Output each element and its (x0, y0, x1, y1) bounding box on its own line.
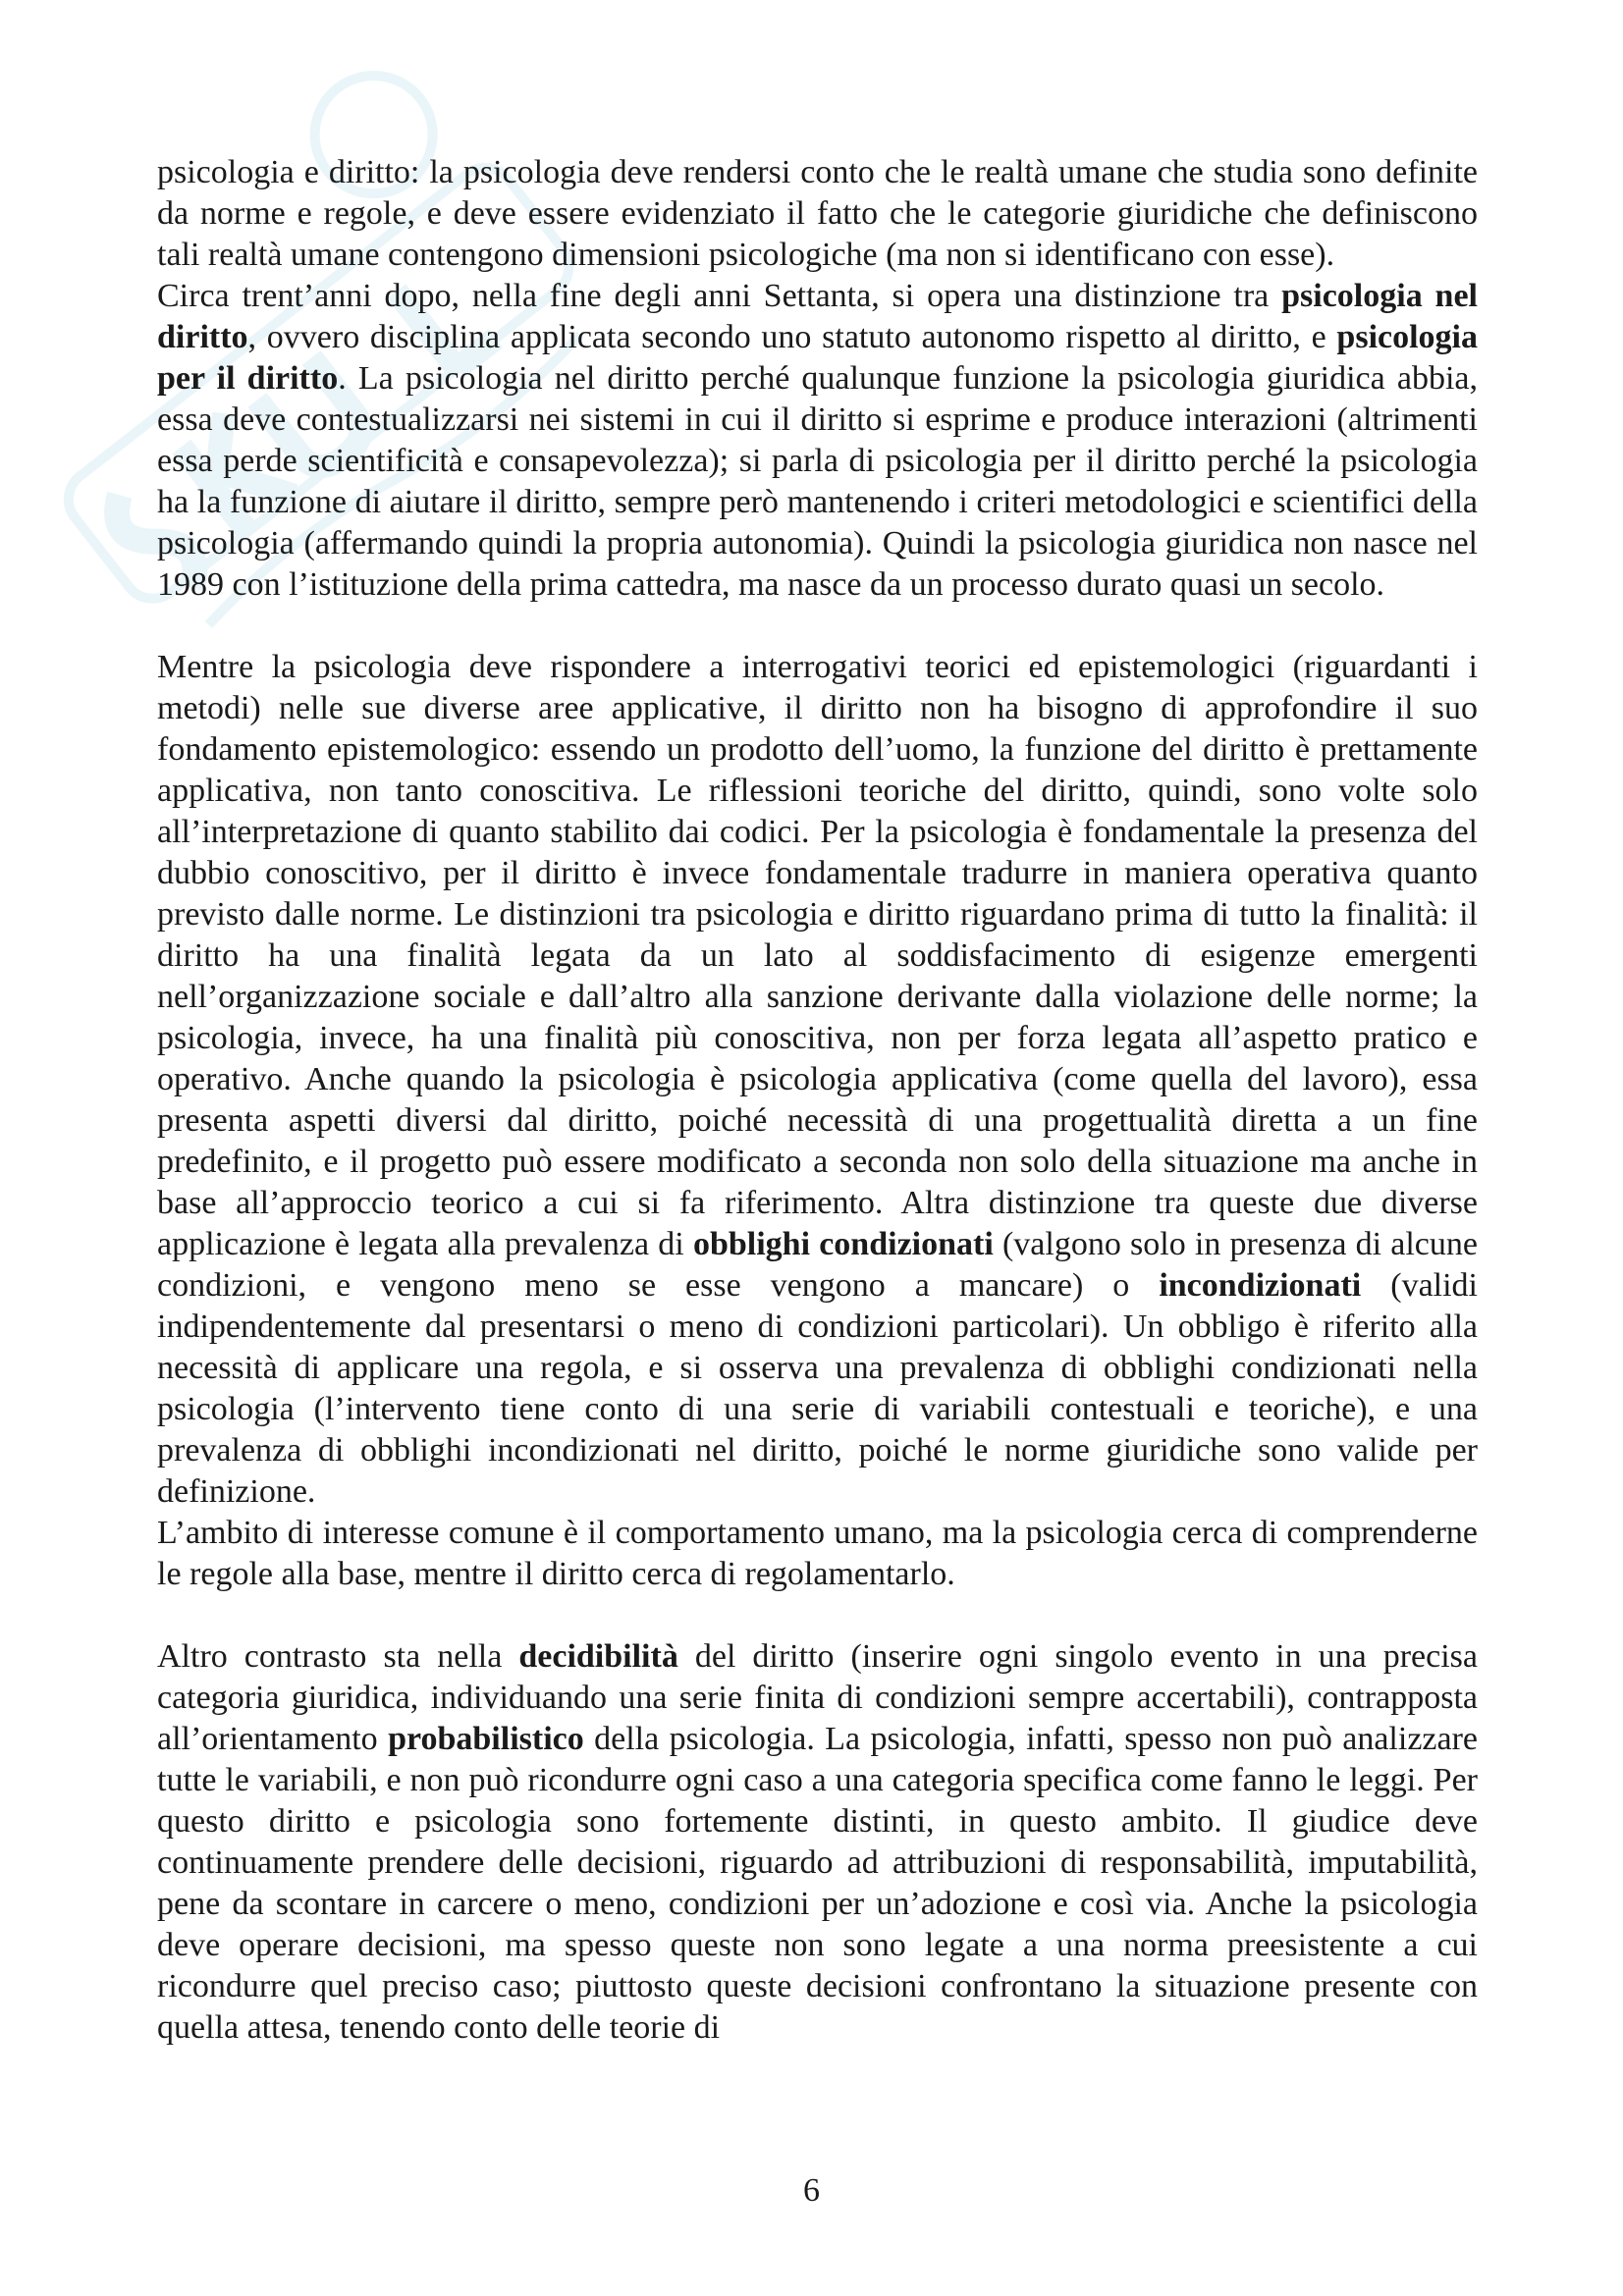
paragraph-list (157, 152, 1478, 2049)
bold-term: incondizionati (1159, 1267, 1362, 1304)
text-run: Mentre la psicologia deve rispondere a interrogativi teorici ed epistemologici (riguardanti i metodi) nelle sue diverse aree applicative, il diritto non ha bisogno di approfondire il suo fondamento epistemologico: essendo un prodotto dell’uomo, la funzione del diritto è prettamente applicativa, non tanto conoscitiva. Le riflessioni teoriche del diritto, quindi, sono volte solo all’interpretazione di quanto stabilito dai codici. Per la psicologia è fondamentale la presenza del dubbio conoscitivo, per il diritto è invece fondamentale tradurre in maniera operativa quanto previsto dalle norme. Le distinzioni tra psicologia e diritto riguardano prima di tutto la finalità: il diritto ha una finalità legata da un lato al soddisfacimento di esigenze emergenti nell’organizzazione sociale e dall’altro alla sanzione derivante dalla violazione delle norme; la psicologia, invece, ha una finalità più conoscitiva, non per forza legata all’aspetto pratico e operativo. Anche quando la psicologia è psicologia applicativa (come quella del lavoro), essa presenta aspetti diversi dal diritto, poiché necessità di una progettualità diretta a un fine predefinito, e il progetto può essere modificato a seconda non solo della situazione ma anche in base all’approccio teorico a cui si fa riferimento. Altra distinzione tra queste due diverse applicazione è legata alla prevalenza di (157, 649, 1478, 1262)
bold-term: decidibilità (518, 1638, 678, 1675)
paragraph (157, 1513, 1478, 1595)
text-run: del diritto (inserire ogni singolo evento in una precisa categoria giuridica, individuando una serie finita di condizioni sempre accertabili), contrapposta all’orientamento (157, 1638, 1478, 1757)
text-run: della psicologia. La psicologia, infatti, spesso non può analizzare tutte le variabili, e non può ricondurre ogni caso a una categoria specifica come fanno le leggi. Per questo diritto e psicologia sono fortemente distinti, in questo ambito. Il giudice deve continuamente prendere delle decisioni, riguardo ad attribuzioni di responsabilità, imputabilità, pene da scontare in carcere o meno, condizioni per un’adozione e così via. Anche la psicologia deve operare decisioni, ma spesso queste non sono legate a una norma preesistente a cui ricondurre quel preciso caso; piuttosto queste decisioni confrontano la situazione presente con quella attesa, tenendo conto delle teorie di (157, 1721, 1479, 2046)
bold-term: probabilistico (388, 1721, 584, 1757)
paragraph-gap (157, 606, 1478, 647)
text-run: (validi indipendentemente dal presentarsi o meno di condizioni particolari). Un obbligo è riferito alla necessità di applicare una regola, e si osserva una prevalenza di obblighi condizionati nella psicologia (l’intervento tiene conto di una serie di variabili contestuali e teoriche), e una prevalenza di obblighi incondizionati nel diritto, poiché le norme giuridiche sono valide per definizione. (157, 1267, 1478, 1510)
paragraph (157, 647, 1478, 1513)
bold-term: obblighi condizionati (692, 1226, 994, 1262)
paragraph (157, 1636, 1478, 2049)
text-run: Altro contrasto sta nella (157, 1638, 519, 1675)
text-run: Circa trent’anni dopo, nella fine degli anni Settanta, si opera una distinzione tra (157, 278, 1282, 314)
bold-term: psicologia nel diritto (157, 278, 1478, 355)
paragraph-gap (157, 1595, 1478, 1636)
page-number: 6 (803, 2172, 820, 2209)
text-run: . La psicologia nel diritto perché qualunque funzione la psicologia giuridica abbia, essa deve contestualizzarsi nei sistemi in cui il diritto si esprime e produce interazioni (altrimenti essa perde scientificità e consapevolezza); si parla di psicologia per il diritto perché la psicologia ha la funzione di aiutare il diritto, sempre però mantenendo i criteri metodologici e scientifici della psicologia (affermando quindi la propria autonomia). Quindi la psicologia giuridica non nasce nel 1989 con l’istituzione della prima cattedra, ma nasce da un processo durato quasi un secolo. (157, 360, 1478, 603)
paragraph (157, 152, 1478, 276)
text-run: L’ambito di interesse comune è il comportamento umano, ma la psicologia cerca di comprenderne le regole alla base, mentre il diritto cerca di regolamentarlo. (157, 1515, 1478, 1592)
text-run: psicologia e diritto: la psicologia deve rendersi conto che le realtà umane che studia sono definite da norme e regole, e deve essere evidenziato il fatto che le categorie giuridiche che definiscono tali realtà umane contengono dimensioni psicologiche (ma non si identificano con esse). (157, 154, 1478, 273)
bold-term: psicologia per il diritto (157, 319, 1478, 397)
document-body (157, 152, 1478, 2049)
paragraph (157, 276, 1478, 606)
text-run: , ovvero disciplina applicata secondo uno statuto autonomo rispetto al diritto, e (247, 319, 1337, 355)
text-run: (valgono solo in presenza di alcune condizioni, e vengono meno se esse vengono a mancare) o (157, 1226, 1478, 1304)
